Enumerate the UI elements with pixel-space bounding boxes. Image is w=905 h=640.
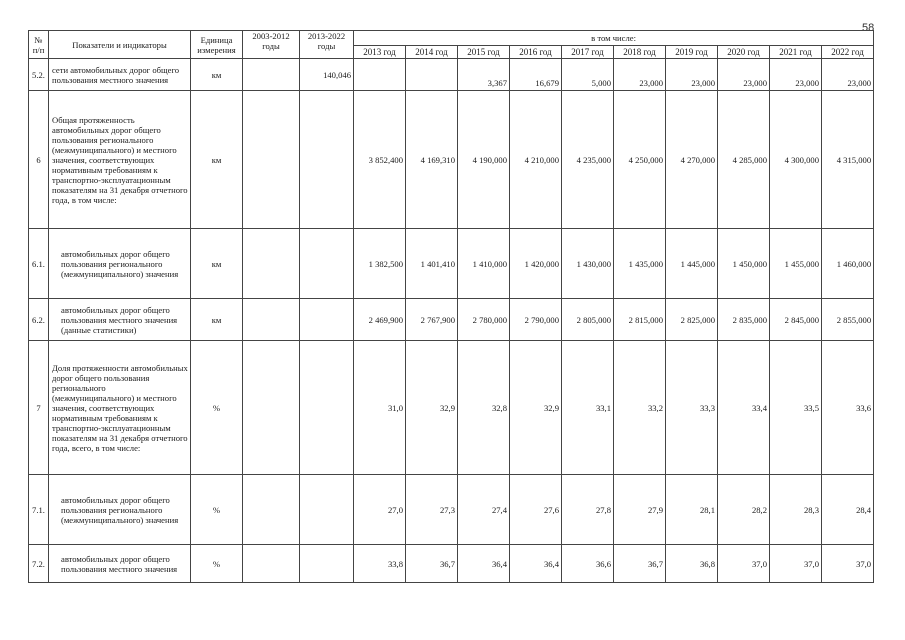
period-2013-2022-value	[300, 341, 354, 475]
indicator-name: Доля протяженности автомобильных дорог общего пользования регионального (межмуниципального) и местного значения, соответствующих нормативным требованиям к транспортно-эксплуатационным показателям на 31 декабря отчетного года, всего, в том числе:	[49, 341, 191, 475]
header-year: 2021 год	[770, 46, 822, 59]
indicator-name: автомобильных дорог общего пользования регионального (межмуниципального) значения	[49, 229, 191, 299]
header-indicator: Показатели и индикаторы	[49, 31, 191, 59]
table-row	[29, 91, 874, 229]
year-value: 4 190,000	[458, 91, 510, 229]
year-value: 27,4	[458, 475, 510, 545]
period-2003-2012-value	[243, 545, 300, 583]
header-year: 2022 год	[822, 46, 874, 59]
period-2003-2012-value	[243, 299, 300, 341]
year-value	[354, 59, 406, 91]
year-value: 1 430,000	[562, 229, 614, 299]
year-value	[406, 59, 458, 91]
year-value: 33,2	[614, 341, 666, 475]
table-row	[29, 59, 874, 91]
year-value: 28,1	[666, 475, 718, 545]
year-value: 4 300,000	[770, 91, 822, 229]
table-body	[29, 59, 874, 583]
header-year: 2013 год	[354, 46, 406, 59]
year-value: 23,000	[614, 59, 666, 91]
indicator-name: автомобильных дорог общего пользования местного значения	[49, 545, 191, 583]
unit-cell: км	[191, 91, 243, 229]
year-value: 1 450,000	[718, 229, 770, 299]
period-2003-2012-value	[243, 341, 300, 475]
year-value: 36,7	[614, 545, 666, 583]
period-2013-2022-value	[300, 91, 354, 229]
year-value: 32,8	[458, 341, 510, 475]
year-value: 2 790,000	[510, 299, 562, 341]
header-row	[29, 31, 874, 46]
year-value: 1 460,000	[822, 229, 874, 299]
row-number: 7.1.	[29, 475, 49, 545]
period-2003-2012-value	[243, 475, 300, 545]
year-value: 5,000	[562, 59, 614, 91]
header-unit: Единица измерения	[191, 31, 243, 59]
row-number: 5.2.	[29, 59, 49, 91]
year-value: 2 855,000	[822, 299, 874, 341]
header-year: 2017 год	[562, 46, 614, 59]
period-2003-2012-value	[243, 91, 300, 229]
indicators-table	[28, 30, 874, 583]
year-value: 4 285,000	[718, 91, 770, 229]
year-value: 27,9	[614, 475, 666, 545]
year-value: 2 767,900	[406, 299, 458, 341]
year-value: 1 455,000	[770, 229, 822, 299]
indicator-name: Общая протяженность автомобильных дорог общего пользования регионального (межмуниципального) и местного значения, соответствующих нормативным требованиям к транспортно-эксплуатационным показателям на 31 декабря отчетного года, в том числе:	[49, 91, 191, 229]
year-value: 2 815,000	[614, 299, 666, 341]
year-value: 2 835,000	[718, 299, 770, 341]
year-value: 33,4	[718, 341, 770, 475]
year-value: 36,6	[562, 545, 614, 583]
year-value: 4 315,000	[822, 91, 874, 229]
year-value: 23,000	[822, 59, 874, 91]
year-value: 1 420,000	[510, 229, 562, 299]
year-value: 28,4	[822, 475, 874, 545]
year-value: 3 852,400	[354, 91, 406, 229]
page-number: 58	[862, 22, 875, 34]
unit-cell: км	[191, 299, 243, 341]
row-number: 6.1.	[29, 229, 49, 299]
year-value: 32,9	[406, 341, 458, 475]
unit-cell: %	[191, 545, 243, 583]
year-value: 4 270,000	[666, 91, 718, 229]
header-period-2013-2022: 2013-2022 годы	[300, 31, 354, 59]
year-value: 2 805,000	[562, 299, 614, 341]
indicator-name: автомобильных дорог общего пользования местного значения (данные статистики)	[49, 299, 191, 341]
year-value: 27,6	[510, 475, 562, 545]
year-value: 4 250,000	[614, 91, 666, 229]
year-value: 1 410,000	[458, 229, 510, 299]
year-value: 33,1	[562, 341, 614, 475]
year-value: 1 445,000	[666, 229, 718, 299]
row-number: 7.2.	[29, 545, 49, 583]
year-value: 16,679	[510, 59, 562, 91]
header-including: в том числе:	[354, 31, 874, 46]
unit-cell: км	[191, 229, 243, 299]
row-number: 7	[29, 341, 49, 475]
header-year: 2019 год	[666, 46, 718, 59]
year-value: 23,000	[770, 59, 822, 91]
period-2013-2022-value	[300, 229, 354, 299]
year-value: 1 435,000	[614, 229, 666, 299]
year-value: 23,000	[718, 59, 770, 91]
year-value: 37,0	[770, 545, 822, 583]
unit-cell: %	[191, 341, 243, 475]
period-2013-2022-value	[300, 299, 354, 341]
period-2003-2012-value	[243, 59, 300, 91]
header-year: 2016 год	[510, 46, 562, 59]
year-value: 2 825,000	[666, 299, 718, 341]
year-value: 27,3	[406, 475, 458, 545]
unit-cell: км	[191, 59, 243, 91]
indicator-name: сети автомобильных дорог общего пользования местного значения	[49, 59, 191, 91]
row-number: 6	[29, 91, 49, 229]
year-value: 28,2	[718, 475, 770, 545]
header-year: 2020 год	[718, 46, 770, 59]
year-value: 31,0	[354, 341, 406, 475]
table-row	[29, 299, 874, 341]
period-2013-2022-value	[300, 545, 354, 583]
header-year: 2018 год	[614, 46, 666, 59]
year-value: 32,9	[510, 341, 562, 475]
year-value: 36,7	[406, 545, 458, 583]
header-year: 2015 год	[458, 46, 510, 59]
year-value: 37,0	[822, 545, 874, 583]
year-value: 2 845,000	[770, 299, 822, 341]
year-value: 2 469,900	[354, 299, 406, 341]
year-value: 1 401,410	[406, 229, 458, 299]
year-value: 33,5	[770, 341, 822, 475]
header-year: 2014 год	[406, 46, 458, 59]
year-value: 23,000	[666, 59, 718, 91]
table-row	[29, 545, 874, 583]
year-value: 3,367	[458, 59, 510, 91]
table-row	[29, 475, 874, 545]
table-row	[29, 341, 874, 475]
year-value: 27,0	[354, 475, 406, 545]
table-row	[29, 229, 874, 299]
year-value: 36,4	[458, 545, 510, 583]
year-value: 33,8	[354, 545, 406, 583]
period-2003-2012-value	[243, 229, 300, 299]
year-value: 4 235,000	[562, 91, 614, 229]
year-value: 4 210,000	[510, 91, 562, 229]
year-value: 4 169,310	[406, 91, 458, 229]
year-value: 33,3	[666, 341, 718, 475]
year-value: 33,6	[822, 341, 874, 475]
period-2013-2022-value	[300, 475, 354, 545]
header-period-2003-2012: 2003-2012 годы	[243, 31, 300, 59]
year-value: 27,8	[562, 475, 614, 545]
row-number: 6.2.	[29, 299, 49, 341]
unit-cell: %	[191, 475, 243, 545]
year-value: 28,3	[770, 475, 822, 545]
year-value: 1 382,500	[354, 229, 406, 299]
year-value: 36,8	[666, 545, 718, 583]
year-value: 37,0	[718, 545, 770, 583]
indicator-name: автомобильных дорог общего пользования регионального (межмуниципального) значения	[49, 475, 191, 545]
period-2013-2022-value: 140,046	[300, 59, 354, 91]
year-value: 36,4	[510, 545, 562, 583]
header-num: № п/п	[29, 31, 49, 59]
year-value: 2 780,000	[458, 299, 510, 341]
